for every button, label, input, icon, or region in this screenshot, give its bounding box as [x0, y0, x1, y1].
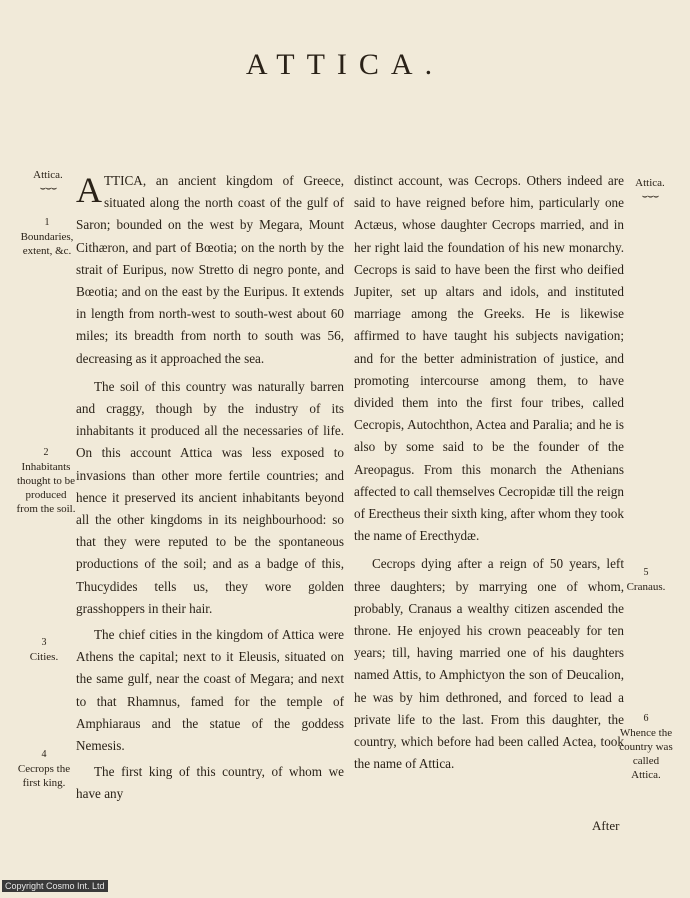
side-note-attica-right	[626, 176, 674, 204]
catchword: After	[592, 818, 620, 833]
side-note-3-text: Cities.	[29, 651, 59, 663]
side-note-1	[18, 216, 76, 258]
side-note-1-number: 1	[44, 217, 50, 228]
side-note-3	[18, 636, 70, 664]
side-note-4-number: 4	[41, 749, 47, 760]
side-note-6	[618, 712, 674, 782]
copyright-watermark: Copyright Cosmo Int. Ltd	[2, 880, 108, 892]
side-note-5-number: 5	[643, 567, 649, 578]
paragraph-3: The chief cities in the kingdom of Attica were Athens the capital; next to it Eleusis, situated on the same gulf, near the coast of Megara; and next to that Rhamnus, famed for the temple of Amphiaraus and the statue of the goddess Nemesis.	[76, 627, 344, 754]
side-note-2	[16, 446, 76, 516]
side-note-attica-left	[22, 168, 74, 196]
brace-ornament: ⌣⌣⌣	[39, 183, 57, 194]
side-note-1-text: Boundaries, extent, &c.	[20, 231, 74, 257]
paragraph-5: distinct account, was Cecrops. Others indeed are said to have reigned before him, particularly one Actæus, whose daughter Cecrops married, and in her right laid the foundation of his new monarchy. Cecrops is said to have been the first who deified Jupiter, set up altars and idols, and instituted marriage among the Greeks. He is likewise affirmed to have taught his subjects navigation; and for the better administration of justice, and promoting intercourse among them, to have divided them into the first four tribes, called Cecropis, Autochthon, Actea and Paralia; and he is also by some said to be the founder of the Areopagus. From this monarch the Athenians affected to call themselves Cecropidæ till the reign of Erectheus their sixth king, after whom they took the name of Erecthydæ.	[354, 173, 624, 544]
side-note-attica-left-text: Attica.	[33, 169, 63, 181]
side-note-2-text: Inhabitants thought to be produced from the soil.	[16, 461, 76, 515]
paragraph-2: The soil of this country was naturally barren and craggy, though by the industry of its inhabitants it produced all the necessaries of life. On this account Attica was less exposed to invasions than other more fertile countries; and hence it preserved its ancient inhabitants beyond all the other kingdoms in its neighbourhood: so that they were reputed to be the spontaneous productions of the soil; and as a badge of this, Thucydides tells us, they wore golden grasshoppers in their hair.	[76, 378, 344, 616]
side-note-5-text: Cranaus.	[626, 581, 666, 593]
right-column	[354, 170, 624, 775]
page-title: ATTICA.	[245, 48, 445, 81]
left-column	[76, 170, 344, 806]
side-note-2-number: 2	[43, 447, 49, 458]
drop-cap: A	[76, 170, 102, 210]
side-note-6-text: Whence the country was called Attica.	[619, 727, 673, 781]
paragraph-1	[76, 170, 344, 370]
paragraph-4: The first king of this country, of whom we have any	[76, 764, 344, 802]
side-note-5	[622, 566, 670, 594]
side-note-3-number: 3	[41, 637, 47, 648]
side-note-6-number: 6	[643, 713, 649, 724]
side-note-4	[16, 748, 72, 790]
brace-ornament: ⌣⌣⌣	[641, 191, 659, 202]
paragraph-6: Cecrops dying after a reign of 50 years, left three daughters; by marrying one of whom, probably, Cranaus a wealthy citizen ascended the throne. He enjoyed his crown peaceably for ten years; till, having married one of his daughters named Attis, to Amphictyon the son of Deucalion, he was by him dethroned, and forced to lead a private life to the last. From this daughter, the country, which before had been called Actea, took the name of Attica.	[354, 556, 624, 772]
side-note-attica-right-text: Attica.	[635, 177, 665, 189]
side-note-4-text: Cecrops the first king.	[17, 763, 71, 789]
paragraph-1-text: TTICA, an ancient kingdom of Greece, situated along the north coast of the gulf of Saron; bounded on the west by Megara, Mount Cithæron, and part of Bœotia; on the north by the strait of Euripus, now Stretto di negro ponte, and Bœotia; and on the east by the Euripus. It extends in length from north-west to south-west about 60 miles; its breadth from north to south was 56, decreasing as it approached the sea.	[76, 173, 344, 366]
